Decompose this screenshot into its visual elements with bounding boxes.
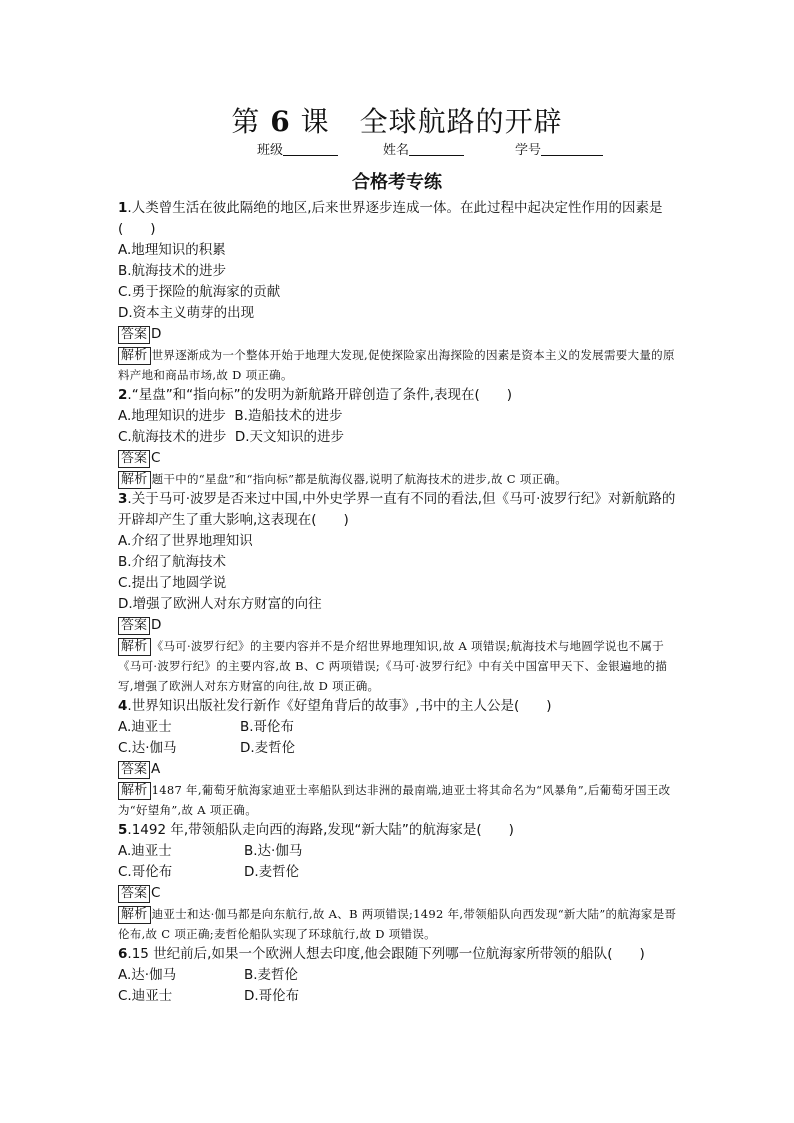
id-blank[interactable] (541, 141, 603, 156)
option: D.哥伦布 (244, 988, 300, 1004)
analysis-text: 世界逐渐成为一个整体开始于地理大发现,促使探险家出海探险的因素是资本主义的发展需要大量的原料产地和商品市场,故 D 项正确。 (118, 348, 675, 382)
lesson-prefix: 第 (231, 105, 261, 138)
answer-tag: 答案 (118, 450, 150, 468)
lesson-name: 全球航路的开辟 (359, 105, 563, 138)
lesson-suffix: 课 (300, 105, 330, 138)
answer-tag: 答案 (118, 885, 150, 903)
answer-line (118, 448, 678, 469)
option: A.地理知识的进步 (118, 408, 226, 424)
option-row (118, 862, 678, 883)
option: D.天文知识的进步 (234, 429, 344, 445)
answer-value: D (151, 617, 162, 633)
id-field[interactable] (515, 139, 603, 158)
answer-line (118, 324, 678, 345)
option-row (118, 738, 678, 759)
analysis-text: 1487 年,葡萄牙航海家迪亚士率船队到达非洲的最南端,迪亚士将其命名为“风暴角”,后葡萄牙国王改为“好望角”,故 A 项正确。 (118, 783, 671, 817)
question-stem: 4.世界知识出版社发行新作《好望角背后的故事》,书中的主人公是( ) (118, 698, 552, 714)
analysis-text: 迪亚士和达·伽马都是向东航行,故 A、B 两项错误;1492 年,带领船队向西发现“新大陆”的航海家是哥伦布,故 C 项正确;麦哲伦船队实现了环球航行,故 D 项错误。 (118, 907, 677, 941)
answer-line (118, 883, 678, 904)
analysis-tag: 解析 (118, 638, 151, 656)
option: C.达·伽马 (118, 740, 177, 756)
analysis-block (118, 469, 678, 489)
question-stem: 6.15 世纪前后,如果一个欧洲人想去印度,他会跟随下列哪一位航海家所带领的船队( ) (118, 946, 645, 962)
lesson-title (0, 100, 794, 140)
option-row (118, 406, 678, 427)
answer-value: C (151, 450, 161, 466)
option-row (118, 986, 678, 1007)
analysis-tag: 解析 (118, 782, 151, 800)
question-stem: 1.人类曾生活在彼此隔绝的地区,后来世界逐步连成一体。在此过程中起决定性作用的因素是( ) (118, 200, 663, 237)
answer-value: D (151, 326, 162, 342)
option: A.介绍了世界地理知识 (118, 533, 253, 549)
answer-tag: 答案 (118, 617, 150, 635)
option: A.地理知识的积累 (118, 242, 226, 258)
option: C.航海技术的进步 (118, 429, 227, 445)
option: D.资本主义萌芽的出现 (118, 305, 255, 321)
option: C.迪亚士 (118, 988, 173, 1004)
option: D.麦哲伦 (244, 864, 300, 880)
analysis-tag: 解析 (118, 906, 151, 924)
option: B.介绍了航海技术 (118, 554, 227, 570)
answer-line (118, 615, 678, 636)
question-list (118, 198, 678, 1007)
analysis-block (118, 780, 678, 820)
analysis-block (118, 636, 678, 696)
name-blank[interactable] (409, 141, 464, 156)
answer-value: A (151, 761, 161, 777)
analysis-block (118, 904, 678, 944)
option: D.增强了欧洲人对东方财富的向往 (118, 596, 322, 612)
option-row (118, 427, 678, 448)
option-row (118, 965, 678, 986)
analysis-tag: 解析 (118, 347, 151, 365)
option: A.迪亚士 (118, 843, 172, 859)
option: B.造船技术的进步 (234, 408, 343, 424)
option: B.哥伦布 (240, 719, 295, 735)
analysis-block (118, 345, 678, 385)
option-row (118, 717, 678, 738)
class-blank[interactable] (283, 141, 338, 156)
option: B.麦哲伦 (244, 967, 299, 983)
question-stem: 5.1492 年,带领船队走向西的海路,发现“新大陆”的航海家是( ) (118, 822, 514, 838)
answer-tag: 答案 (118, 761, 150, 779)
option: B.航海技术的进步 (118, 263, 227, 279)
analysis-text: 题干中的“星盘”和“指向标”都是航海仪器,说明了航海技术的进步,故 C 项正确。 (151, 472, 568, 486)
option: C.提出了地圆学说 (118, 575, 227, 591)
answer-tag: 答案 (118, 326, 150, 344)
option: A.达·伽马 (118, 967, 177, 983)
class-field[interactable] (257, 139, 338, 158)
option-row (118, 841, 678, 862)
option: B.达·伽马 (244, 843, 303, 859)
option: A.迪亚士 (118, 719, 172, 735)
analysis-tag: 解析 (118, 471, 151, 489)
name-label: 姓名 (383, 143, 410, 158)
answer-line (118, 759, 678, 780)
class-label: 班级 (257, 143, 284, 158)
section-title: 合格考专练 (352, 172, 442, 193)
question-stem: 3.关于马可·波罗是否来过中国,中外史学界一直有不同的看法,但《马可·波罗行纪》对新航路的开辟却产生了重大影响,这表现在( ) (118, 491, 676, 528)
name-field[interactable] (383, 139, 464, 158)
option: C.勇于探险的航海家的贡献 (118, 284, 281, 300)
question-stem: 2.“星盘”和“指向标”的发明为新航路开辟创造了条件,表现在( ) (118, 387, 512, 403)
answer-value: C (151, 885, 161, 901)
analysis-text: 《马可·波罗行纪》的主要内容并不是介绍世界地理知识,故 A 项错误;航海技术与地圆学说也不属于《马可·波罗行纪》的主要内容,故 B、C 两项错误;《马可·波罗行纪》中有关中国富甲天下、金银遍地的描写,增强了欧洲人对东方财富的向往,故 D 项正确。 (118, 639, 668, 693)
lesson-number: 6 (270, 105, 291, 138)
id-label: 学号 (515, 143, 542, 158)
option: C.哥伦布 (118, 864, 173, 880)
option: D.麦哲伦 (240, 740, 296, 756)
